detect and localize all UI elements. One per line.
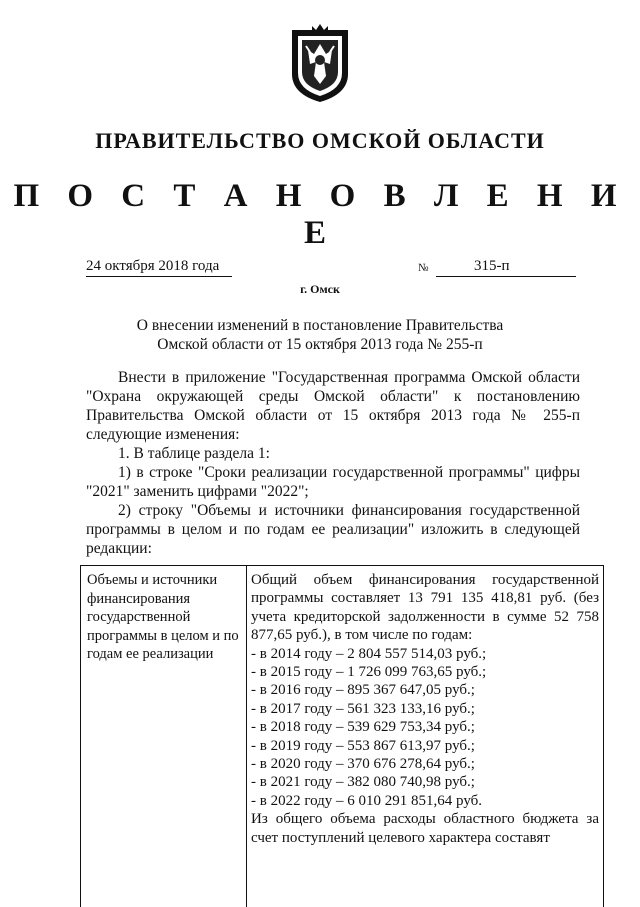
financing-year-2015: - в 2015 году – 1 726 099 763,65 руб.; [251,664,487,681]
financing-year-2017: - в 2017 году – 561 323 133,16 руб.; [251,700,475,717]
decree-date: 24 октября 2018 года [86,258,232,277]
table-left-cell: Объемы и источники финансирования государственной программы в целом и по годам ее реализации [87,572,239,662]
table-right-cell [251,571,599,847]
financing-table [80,565,604,907]
coat-of-arms-emblem [288,24,352,104]
financing-year-2016: - в 2016 году – 895 367 647,05 руб.; [251,682,475,699]
financing-year-2019: - в 2019 году – 553 867 613,97 руб.; [251,737,475,754]
subject-line-2: Омской области от 15 октября 2013 года № 255-п [157,336,483,353]
decree-body [86,368,580,558]
body-paragraph-4: 2) строку "Объемы и источники финансирования государственной программы в целом и по годам ее реализации" изложить в следующей редакции: [86,502,580,557]
body-paragraph-1: Внести в приложение "Государственная программа Омской области "Охрана окружающей среды Омской области" к постановлению Правительства Омской области от 15 октября 2013 года № 255-п следующие изменения: [86,369,580,443]
financing-year-2020: - в 2020 году – 370 676 278,64 руб.; [251,756,475,773]
coat-of-arms-icon [288,24,352,104]
body-paragraph-3: 1) в строке "Сроки реализации государственной программы" цифры "2021" заменить цифрами "2022"; [86,464,580,500]
body-paragraph-2: 1. В таблице раздела 1: [118,445,270,462]
government-title: ПРАВИТЕЛЬСТВО ОМСКОЙ ОБЛАСТИ [95,128,545,153]
city-label: г. Омск [300,282,340,296]
decree-number: 315-п [436,258,576,277]
financing-intro: Общий объем финансирования государственной программы составляет 13 791 135 418,81 руб. (без учета кредиторской задолженности в сумме 52 758 877,65 руб.), в том числе по годам: [251,572,599,644]
document-type-title: П О С Т А Н О В Л Е Н И Е [13,178,627,251]
financing-year-2022: - в 2022 году – 6 010 291 851,64 руб. [251,792,483,809]
financing-year-2014: - в 2014 году – 2 804 557 514,03 руб.; [251,645,487,662]
table-column-divider [246,566,247,907]
subject-line-1: О внесении изменений в постановление Правительства [136,317,504,334]
financing-year-2018: - в 2018 году – 539 629 753,34 руб.; [251,719,475,736]
financing-outro: Из общего объема расходы областного бюджета за счет поступлений целевого характера составят [251,811,599,846]
number-sign: № [418,262,429,274]
financing-year-2021: - в 2021 году – 382 080 740,98 руб.; [251,774,475,791]
decree-subject [110,316,530,354]
